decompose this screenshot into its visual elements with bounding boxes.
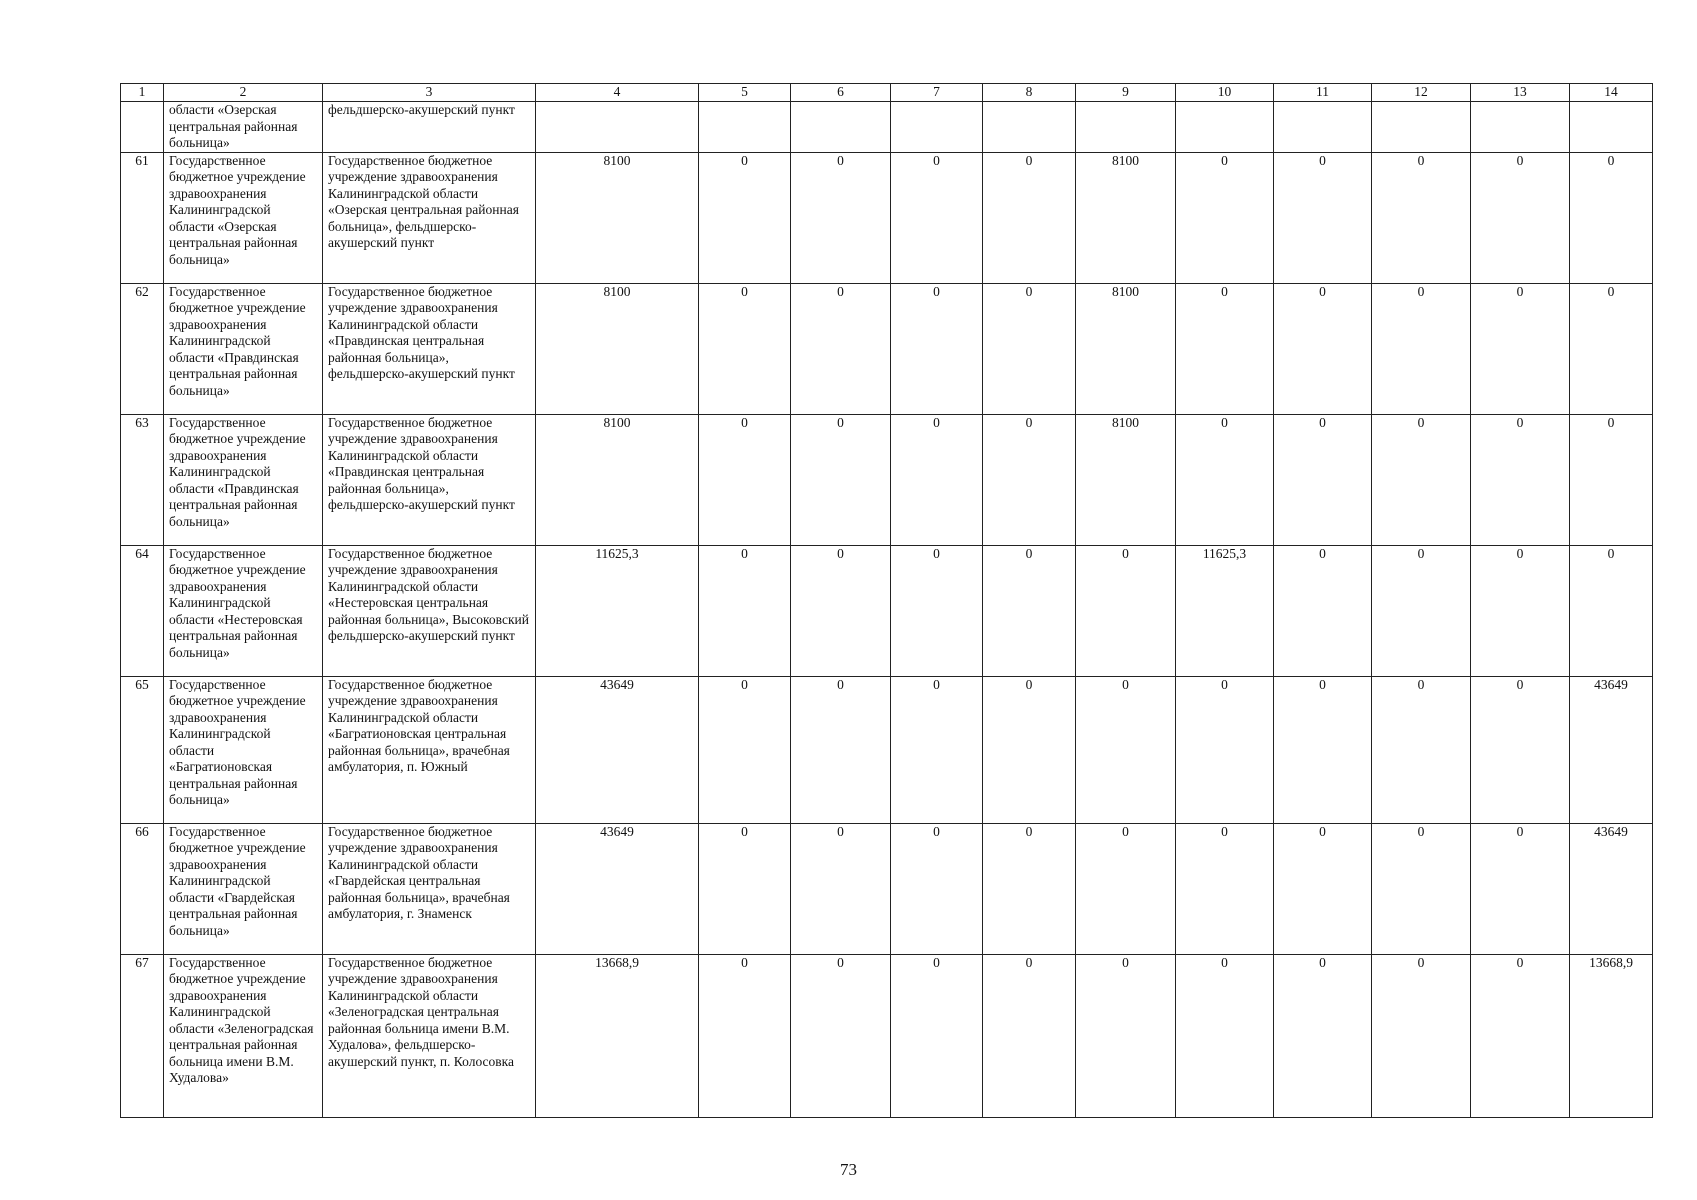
value-cell: 0 — [891, 152, 983, 283]
value-cell: 0 — [1176, 152, 1274, 283]
value-cell: 0 — [1076, 545, 1176, 676]
organization-cell: Государственное бюджетное учреждение здравоохранения Калининградской области «Нестеровская центральная районная больница» — [164, 545, 323, 676]
column-header: 9 — [1076, 84, 1176, 102]
value-cell: 0 — [1274, 954, 1372, 1117]
facility-cell: Государственное бюджетное учреждение здравоохранения Калининградской области «Правдинская центральная районная больница», фельдшерско-акушерский пункт — [323, 283, 536, 414]
column-header: 4 — [536, 84, 699, 102]
value-cell: 0 — [1274, 545, 1372, 676]
value-cell — [1176, 102, 1274, 153]
column-header: 13 — [1471, 84, 1570, 102]
value-cell: 8100 — [536, 283, 699, 414]
value-cell: 0 — [1274, 283, 1372, 414]
value-cell: 0 — [1471, 823, 1570, 954]
value-cell — [891, 102, 983, 153]
column-header: 14 — [1570, 84, 1653, 102]
facility-cell: Государственное бюджетное учреждение здравоохранения Калининградской области «Зеленоградская центральная районная больница имени В.М. Худалова», фельдшерско-акушерский пункт, п. Колосовка — [323, 954, 536, 1117]
row-index-cell — [121, 102, 164, 153]
value-cell: 0 — [1176, 283, 1274, 414]
value-cell — [536, 102, 699, 153]
value-cell: 0 — [699, 954, 791, 1117]
value-cell: 0 — [1372, 676, 1471, 823]
facility-cell: Государственное бюджетное учреждение здравоохранения Калининградской области «Нестеровская центральная районная больница», Высоковский фельдшерско-акушерский пункт — [323, 545, 536, 676]
value-cell: 8100 — [1076, 414, 1176, 545]
value-cell — [1570, 102, 1653, 153]
organization-cell: Государственное бюджетное учреждение здравоохранения Калининградской области «Зеленоградская центральная районная больница имени В.М. Худалова» — [164, 954, 323, 1117]
value-cell: 0 — [699, 823, 791, 954]
column-header: 10 — [1176, 84, 1274, 102]
value-cell: 0 — [983, 414, 1076, 545]
value-cell: 0 — [1471, 283, 1570, 414]
value-cell: 0 — [983, 152, 1076, 283]
value-cell: 0 — [983, 676, 1076, 823]
value-cell: 43649 — [1570, 676, 1653, 823]
facility-cell: фельдшерско-акушерский пункт — [323, 102, 536, 153]
column-header: 5 — [699, 84, 791, 102]
facility-cell: Государственное бюджетное учреждение здравоохранения Калининградской области «Озерская центральная районная больница», фельдшерско-акушерский пункт — [323, 152, 536, 283]
organization-cell: Государственное бюджетное учреждение здравоохранения Калининградской области «Правдинская центральная районная больница» — [164, 283, 323, 414]
facility-cell: Государственное бюджетное учреждение здравоохранения Калининградской области «Багратионовская центральная районная больница», врачебная амбулатория, п. Южный — [323, 676, 536, 823]
facility-cell: Государственное бюджетное учреждение здравоохранения Калининградской области «Правдинская центральная районная больница», фельдшерско-акушерский пункт — [323, 414, 536, 545]
row-index-cell: 61 — [121, 152, 164, 283]
column-number-row — [121, 84, 1653, 102]
row-index-cell: 64 — [121, 545, 164, 676]
row-index-cell: 65 — [121, 676, 164, 823]
value-cell: 0 — [791, 676, 891, 823]
row-index-cell: 66 — [121, 823, 164, 954]
value-cell: 0 — [891, 954, 983, 1117]
value-cell: 0 — [1274, 676, 1372, 823]
value-cell: 0 — [891, 283, 983, 414]
value-cell: 0 — [891, 414, 983, 545]
value-cell: 0 — [1471, 545, 1570, 676]
value-cell: 0 — [891, 823, 983, 954]
table-row — [121, 152, 1653, 283]
value-cell — [699, 102, 791, 153]
value-cell: 43649 — [536, 823, 699, 954]
row-index-cell: 67 — [121, 954, 164, 1117]
value-cell: 0 — [1570, 283, 1653, 414]
table-row — [121, 545, 1653, 676]
value-cell: 0 — [983, 545, 1076, 676]
value-cell: 0 — [791, 823, 891, 954]
value-cell: 0 — [1471, 954, 1570, 1117]
value-cell: 0 — [1570, 414, 1653, 545]
continuation-row — [121, 102, 1653, 153]
column-header: 7 — [891, 84, 983, 102]
column-header: 1 — [121, 84, 164, 102]
value-cell: 8100 — [536, 152, 699, 283]
column-header: 8 — [983, 84, 1076, 102]
value-cell: 0 — [1372, 545, 1471, 676]
value-cell — [1076, 102, 1176, 153]
column-header: 6 — [791, 84, 891, 102]
value-cell: 0 — [699, 414, 791, 545]
value-cell: 0 — [1076, 823, 1176, 954]
column-header: 12 — [1372, 84, 1471, 102]
value-cell — [1471, 102, 1570, 153]
column-header: 3 — [323, 84, 536, 102]
table-row — [121, 676, 1653, 823]
table-row — [121, 283, 1653, 414]
column-header: 11 — [1274, 84, 1372, 102]
organization-cell: Государственное бюджетное учреждение здравоохранения Калининградской области «Гвардейская центральная районная больница» — [164, 823, 323, 954]
value-cell: 0 — [1570, 545, 1653, 676]
value-cell: 8100 — [1076, 152, 1176, 283]
value-cell: 0 — [891, 545, 983, 676]
value-cell: 8100 — [536, 414, 699, 545]
value-cell: 0 — [891, 676, 983, 823]
organization-cell: Государственное бюджетное учреждение здравоохранения Калининградской области «Правдинская центральная районная больница» — [164, 414, 323, 545]
value-cell: 0 — [791, 283, 891, 414]
value-cell: 8100 — [1076, 283, 1176, 414]
value-cell: 0 — [1372, 823, 1471, 954]
value-cell: 0 — [1372, 283, 1471, 414]
value-cell — [1372, 102, 1471, 153]
page-number: 73 — [840, 1160, 857, 1179]
value-cell: 0 — [1471, 152, 1570, 283]
organization-cell: области «Озерская центральная районная больница» — [164, 102, 323, 153]
table-row — [121, 823, 1653, 954]
value-cell — [983, 102, 1076, 153]
value-cell: 0 — [699, 152, 791, 283]
value-cell: 0 — [1274, 152, 1372, 283]
value-cell: 11625,3 — [1176, 545, 1274, 676]
organization-cell: Государственное бюджетное учреждение здравоохранения Калининградской области «Озерская центральная районная больница» — [164, 152, 323, 283]
table-row — [121, 954, 1653, 1117]
value-cell: 0 — [1471, 676, 1570, 823]
value-cell: 0 — [1274, 823, 1372, 954]
value-cell: 13668,9 — [1570, 954, 1653, 1117]
row-index-cell: 62 — [121, 283, 164, 414]
facility-cell: Государственное бюджетное учреждение здравоохранения Калининградской области «Гвардейская центральная районная больница», врачебная амбулатория, г. Знаменск — [323, 823, 536, 954]
value-cell: 0 — [699, 676, 791, 823]
value-cell: 0 — [1076, 954, 1176, 1117]
value-cell: 0 — [699, 545, 791, 676]
value-cell: 0 — [1372, 414, 1471, 545]
value-cell: 0 — [1176, 414, 1274, 545]
value-cell — [791, 102, 891, 153]
value-cell: 0 — [1176, 954, 1274, 1117]
value-cell: 13668,9 — [536, 954, 699, 1117]
value-cell: 43649 — [1570, 823, 1653, 954]
value-cell: 0 — [983, 823, 1076, 954]
value-cell: 0 — [791, 954, 891, 1117]
value-cell: 0 — [1274, 414, 1372, 545]
value-cell: 0 — [791, 414, 891, 545]
organization-cell: Государственное бюджетное учреждение здравоохранения Калининградской области «Багратионовская центральная районная больница» — [164, 676, 323, 823]
value-cell: 0 — [699, 283, 791, 414]
value-cell: 43649 — [536, 676, 699, 823]
column-header: 2 — [164, 84, 323, 102]
value-cell: 0 — [1176, 676, 1274, 823]
value-cell: 0 — [1471, 414, 1570, 545]
value-cell — [1274, 102, 1372, 153]
value-cell: 0 — [1076, 676, 1176, 823]
row-index-cell: 63 — [121, 414, 164, 545]
value-cell: 0 — [791, 152, 891, 283]
budget-allocation-table — [120, 83, 1653, 1118]
value-cell: 0 — [1372, 954, 1471, 1117]
value-cell: 0 — [1570, 152, 1653, 283]
value-cell: 0 — [1176, 823, 1274, 954]
value-cell: 0 — [983, 283, 1076, 414]
value-cell: 11625,3 — [536, 545, 699, 676]
value-cell: 0 — [983, 954, 1076, 1117]
value-cell: 0 — [1372, 152, 1471, 283]
value-cell: 0 — [791, 545, 891, 676]
table-row — [121, 414, 1653, 545]
